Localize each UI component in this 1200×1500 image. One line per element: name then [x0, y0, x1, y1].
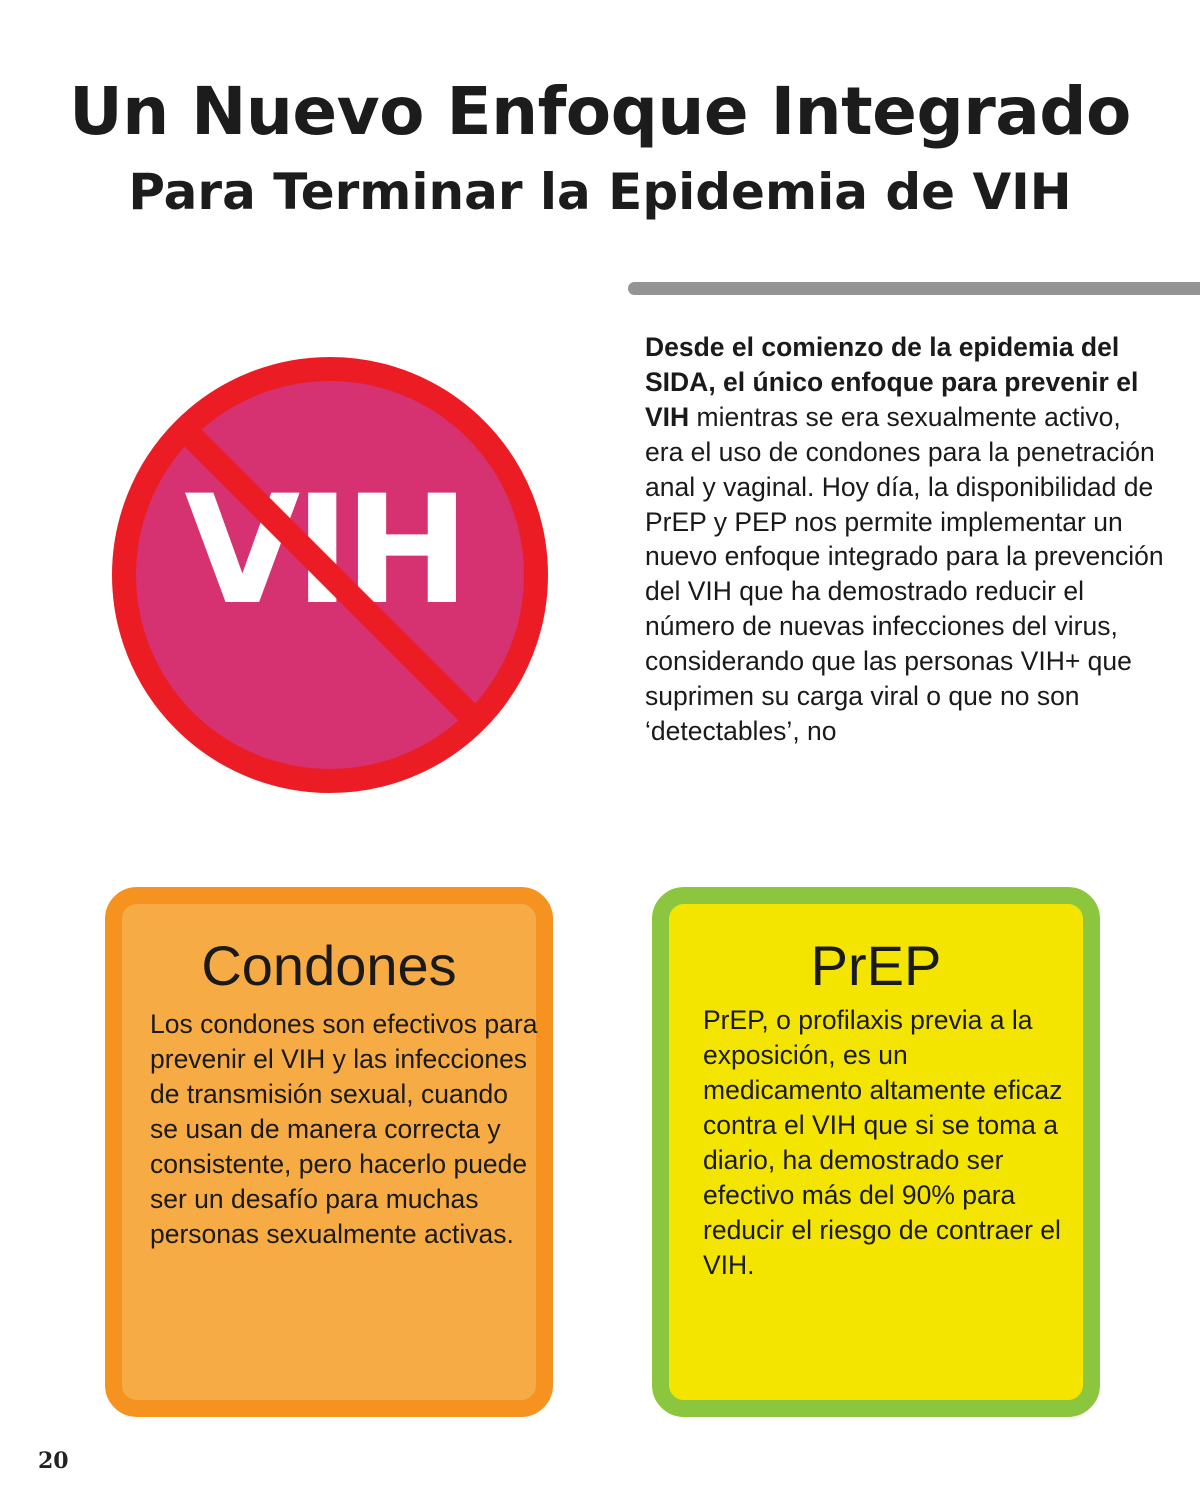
condones-card-title: Condones: [201, 934, 457, 997]
page-subtitle: Para Terminar la Epidemia de VIH: [128, 163, 1072, 221]
page-title: Un Nuevo Enfoque Integrado: [69, 73, 1131, 150]
condones-card-body: Los condones son efectivos para prevenir el VIH y las infecciones de transmisión sexual, cuando se usan de manera correcta y consistente, pero hacerlo puede ser un desafío para muchas personas sexualmente activas.: [150, 1009, 538, 1249]
prep-card: [652, 887, 1100, 1417]
intro-paragraph: [645, 330, 1165, 749]
prep-card-title: PrEP: [810, 934, 942, 997]
divider-rule: [628, 282, 1200, 295]
vih-label: VIH: [184, 464, 464, 638]
prohibition-sign-icon: [110, 355, 550, 795]
condones-card: [105, 887, 553, 1417]
intro-text: mientras se era sexualmente activo, era el uso de condones para la penetración anal y vaginal. Hoy día, la disponibilidad de PrEP y PEP nos permite implementar un nuevo enfoque integrado para la prevención del VIH que ha demostrado reducir el número de nuevas infecciones del virus, considerando que las personas VIH+ que suprimen su carga viral o que no son ‘detectables’, no: [645, 401, 1164, 746]
intro-bold-lead: Desde el comienzo de la epidemia del SIDA, el único enfoque para prevenir el VIH: [645, 332, 1139, 432]
page-number: 20: [38, 1448, 69, 1474]
prep-card-body: PrEP, o profilaxis previa a la exposición, es un medicamento altamente eficaz contra el VIH que si se toma a diario, ha demostrado ser efectivo más del 90% para reducir el riesgo de contraer el VIH.: [703, 1005, 1063, 1280]
